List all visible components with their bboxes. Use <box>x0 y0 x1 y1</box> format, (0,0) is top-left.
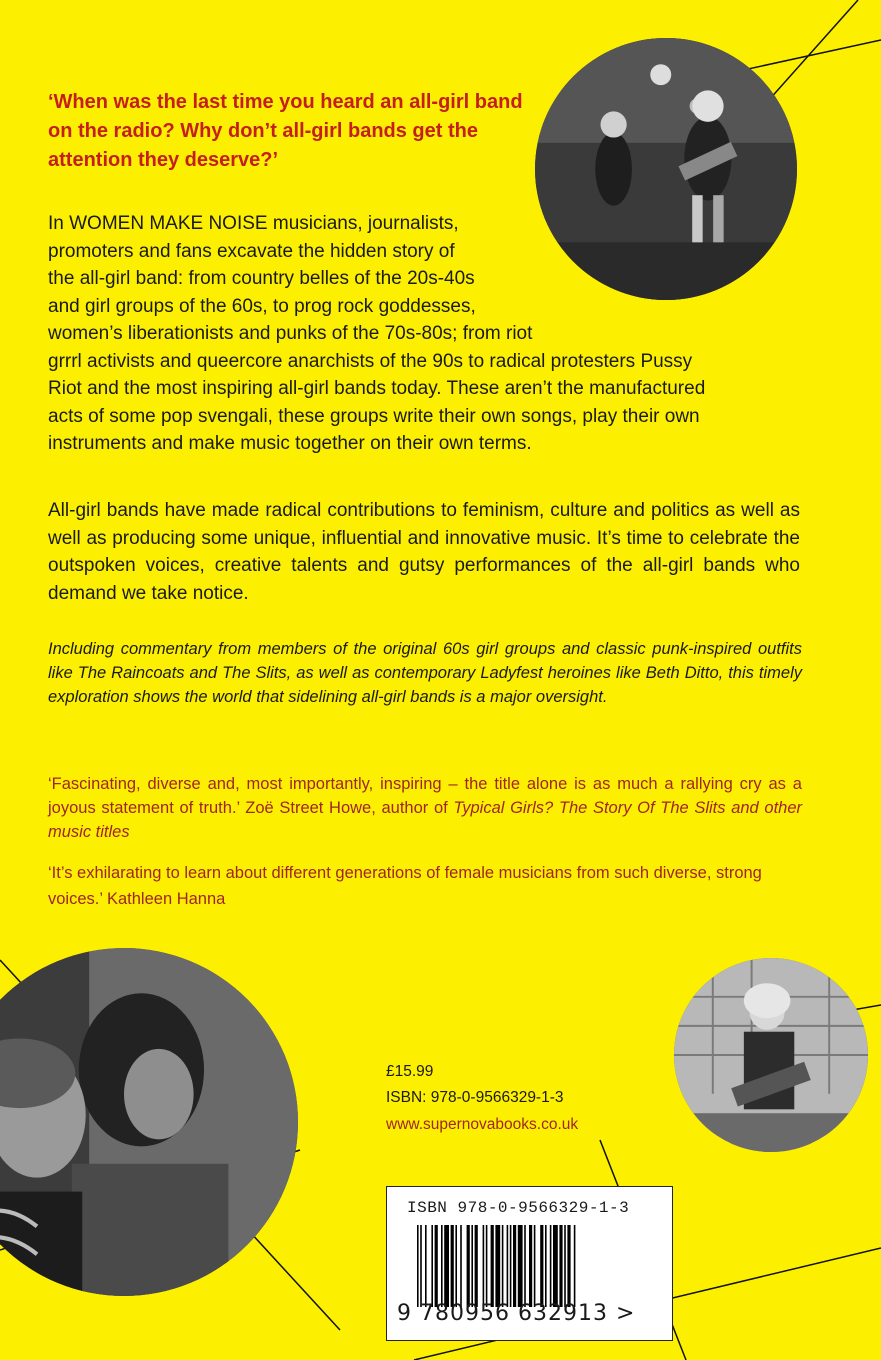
description-paragraph-2: All-girl bands have made radical contributions to feminism, culture and politics as well as well as producing some unique, influential and innovative music. It’s time to celebrate the outspoken voices, creative talents and gutsy performances of the all-girl bands who demand we take notice. <box>48 500 800 604</box>
description-paragraph-1 <box>48 210 808 458</box>
barcode-bars <box>417 1225 635 1307</box>
para1-line: instruments and make music together on their own terms. <box>48 433 532 454</box>
publisher-website: www.supernovabooks.co.uk <box>386 1116 579 1133</box>
para1-line: the all-girl band: from country belles of the 20s-40s <box>48 268 475 289</box>
review-quote-1 <box>48 772 802 844</box>
para1-line: grrrl activists and queercore anarchists of the 90s to radical protesters Pussy <box>48 350 693 372</box>
barcode-panel <box>386 1186 673 1341</box>
review1-quote: ‘Fascinating, diverse and, most importantly, inspiring – the title alone is as much a rallying cry as a joyous statement of truth.’ Zoë Street Howe, author of <box>48 775 802 817</box>
price: £15.99 <box>386 1063 434 1080</box>
barcode-isbn-text: ISBN 978-0-9566329-1-3 <box>407 1199 630 1217</box>
para1-line: promoters and fans excavate the hidden story of <box>48 240 455 262</box>
barcode-digits: 9 780956 632913 > <box>397 1301 636 1326</box>
review1-book-title: Typical Girls? The Story Of The Slits and other music titles <box>48 799 802 841</box>
review-quote-2: ‘It’s exhilarating to learn about different generations of female musicians from such diverse, strong voices.’ Kathleen Hanna <box>48 864 762 908</box>
para1-line: women’s liberationists and punks of the 70s-80s; from riot <box>48 323 533 344</box>
para1-line: Riot and the most inspiring all-girl bands today. These aren’t the manufactured <box>48 378 706 399</box>
isbn-label: ISBN: 978-0-9566329-1-3 <box>386 1089 564 1106</box>
para1-line: acts of some pop svengali, these groups write their own songs, play their own <box>48 405 700 427</box>
pull-quote: ‘When was the last time you heard an all-girl band on the radio? Why don’t all-girl bands get the attention they deserve?’ <box>48 91 523 171</box>
para1-line: and girl groups of the 60s, to prog rock goddesses, <box>48 295 476 317</box>
band-photo-right <box>674 958 868 1152</box>
para1-line: In WOMEN MAKE NOISE musicians, journalists, <box>48 213 459 234</box>
description-paragraph-3: Including commentary from members of the original 60s girl groups and classic punk-inspired outfits like The Raincoats and The Slits, as well as contemporary Ladyfest heroines like Beth Ditto, this timely exploration shows the world that sidelining all-girl bands is a major oversight. <box>48 640 802 706</box>
